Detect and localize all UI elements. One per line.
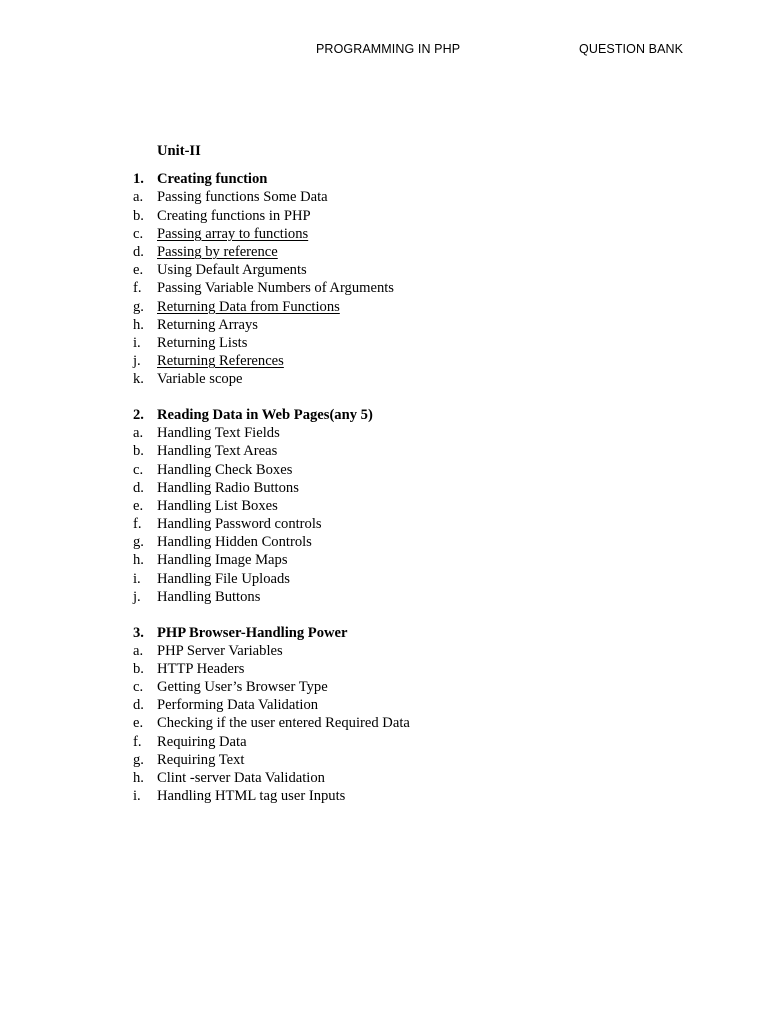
list-item-text: HTTP Headers [157, 660, 245, 677]
list-item-text: Handling Text Fields [157, 425, 280, 442]
list-item [133, 334, 693, 352]
list-item [133, 352, 693, 370]
list-item [133, 243, 693, 261]
list-marker: a. [133, 425, 144, 442]
list-marker: h. [133, 552, 144, 569]
list-marker: b. [133, 207, 144, 224]
unit-title: Unit-II [157, 143, 201, 159]
section-browser-handling [133, 624, 693, 806]
list-item [133, 714, 693, 732]
section-title: Creating function [157, 171, 268, 188]
section-heading [133, 170, 693, 188]
list-item-text: Variable scope [157, 371, 243, 388]
section-heading [133, 624, 693, 642]
list-marker: g. [133, 751, 144, 768]
list-item [133, 442, 693, 460]
list-marker: c. [133, 461, 144, 478]
list-item-text: Handling Hidden Controls [157, 534, 312, 551]
list-item [133, 787, 693, 805]
list-item [133, 461, 693, 479]
list-item [133, 696, 693, 714]
page-header [0, 42, 768, 62]
list-item-text: Handling HTML tag user Inputs [157, 788, 346, 805]
list-item [133, 551, 693, 569]
list-item [133, 316, 693, 334]
list-item [133, 479, 693, 497]
list-item-text: Passing array to functions [157, 225, 309, 242]
section-number: 3. [133, 624, 144, 641]
list-item [133, 588, 693, 606]
list-item-text: Handling Buttons [157, 588, 261, 605]
list-item-text: Passing Variable Numbers of Arguments [157, 280, 394, 297]
list-marker: f. [133, 516, 142, 533]
list-item [133, 533, 693, 551]
list-marker: k. [133, 371, 144, 388]
section-title: PHP Browser-Handling Power [157, 624, 348, 641]
list-marker: i. [133, 788, 141, 805]
list-marker: g. [133, 298, 144, 315]
list-item-text: Requiring Data [157, 733, 247, 750]
list-item [133, 769, 693, 787]
list-item-text: Handling Text Areas [157, 443, 278, 460]
list-item-text: Returning References [157, 353, 284, 370]
list-item-text: Using Default Arguments [157, 262, 307, 279]
list-item-text: Handling Image Maps [157, 552, 288, 569]
list-item-text: Handling File Uploads [157, 570, 290, 587]
list-marker: f. [133, 280, 142, 297]
section-number: 1. [133, 171, 144, 188]
list-marker: e. [133, 497, 144, 514]
section-title: Reading Data in Web Pages(any 5) [157, 406, 373, 423]
list-marker: b. [133, 660, 144, 677]
list-item-text: Creating functions in PHP [157, 207, 311, 224]
list-item-text: Requiring Text [157, 751, 245, 768]
list-marker: i. [133, 334, 141, 351]
section-reading-data [133, 406, 693, 606]
section-number: 2. [133, 406, 144, 423]
list-item [133, 678, 693, 696]
list-marker: d. [133, 697, 144, 714]
list-item-text: Handling Password controls [157, 516, 322, 533]
list-marker: e. [133, 262, 144, 279]
list-item-text: Passing functions Some Data [157, 189, 328, 206]
list-item-text: PHP Server Variables [157, 642, 283, 659]
list-item [133, 570, 693, 588]
list-marker: h. [133, 316, 144, 333]
list-marker: a. [133, 189, 144, 206]
list-item [133, 424, 693, 442]
list-item [133, 497, 693, 515]
list-marker: d. [133, 479, 144, 496]
list-marker: d. [133, 243, 144, 260]
list-item [133, 261, 693, 279]
list-marker: a. [133, 642, 144, 659]
document-body [133, 142, 693, 823]
list-item-text: Clint -server Data Validation [157, 770, 325, 786]
list-marker: c. [133, 679, 144, 696]
list-item [133, 733, 693, 751]
section-heading [133, 406, 693, 424]
list-item-text: Returning Arrays [157, 316, 258, 333]
list-item-text: Getting User’s Browser Type [157, 679, 328, 696]
list-item [133, 660, 693, 678]
list-marker: g. [133, 534, 144, 551]
list-marker: j. [133, 588, 141, 605]
list-item [133, 298, 693, 316]
list-item [133, 188, 693, 206]
list-item-text: Returning Data from Functions [157, 298, 340, 315]
list-item [133, 370, 693, 388]
list-item-text: Handling Radio Buttons [157, 479, 299, 496]
header-document-type: QUESTION BANK [579, 42, 684, 56]
list-marker: i. [133, 570, 141, 587]
list-item-text: Checking if the user entered Required Data [157, 715, 410, 732]
list-item [133, 225, 693, 243]
header-course-title: PROGRAMMING IN PHP [316, 42, 461, 56]
list-marker: e. [133, 715, 144, 732]
list-item-text: Returning Lists [157, 334, 248, 351]
list-marker: b. [133, 443, 144, 460]
list-item-text: Handling Check Boxes [157, 461, 293, 478]
list-marker: h. [133, 770, 144, 786]
list-item-text: Handling List Boxes [157, 497, 278, 514]
list-item-text: Performing Data Validation [157, 697, 319, 714]
list-item-text: Passing by reference [157, 243, 278, 260]
list-item [133, 207, 693, 225]
list-item [133, 515, 693, 533]
list-item [133, 279, 693, 297]
list-marker: j. [133, 353, 141, 370]
section-creating-function [133, 170, 693, 388]
list-marker: f. [133, 733, 142, 750]
list-marker: c. [133, 225, 144, 242]
list-item [133, 642, 693, 660]
list-item [133, 751, 693, 769]
